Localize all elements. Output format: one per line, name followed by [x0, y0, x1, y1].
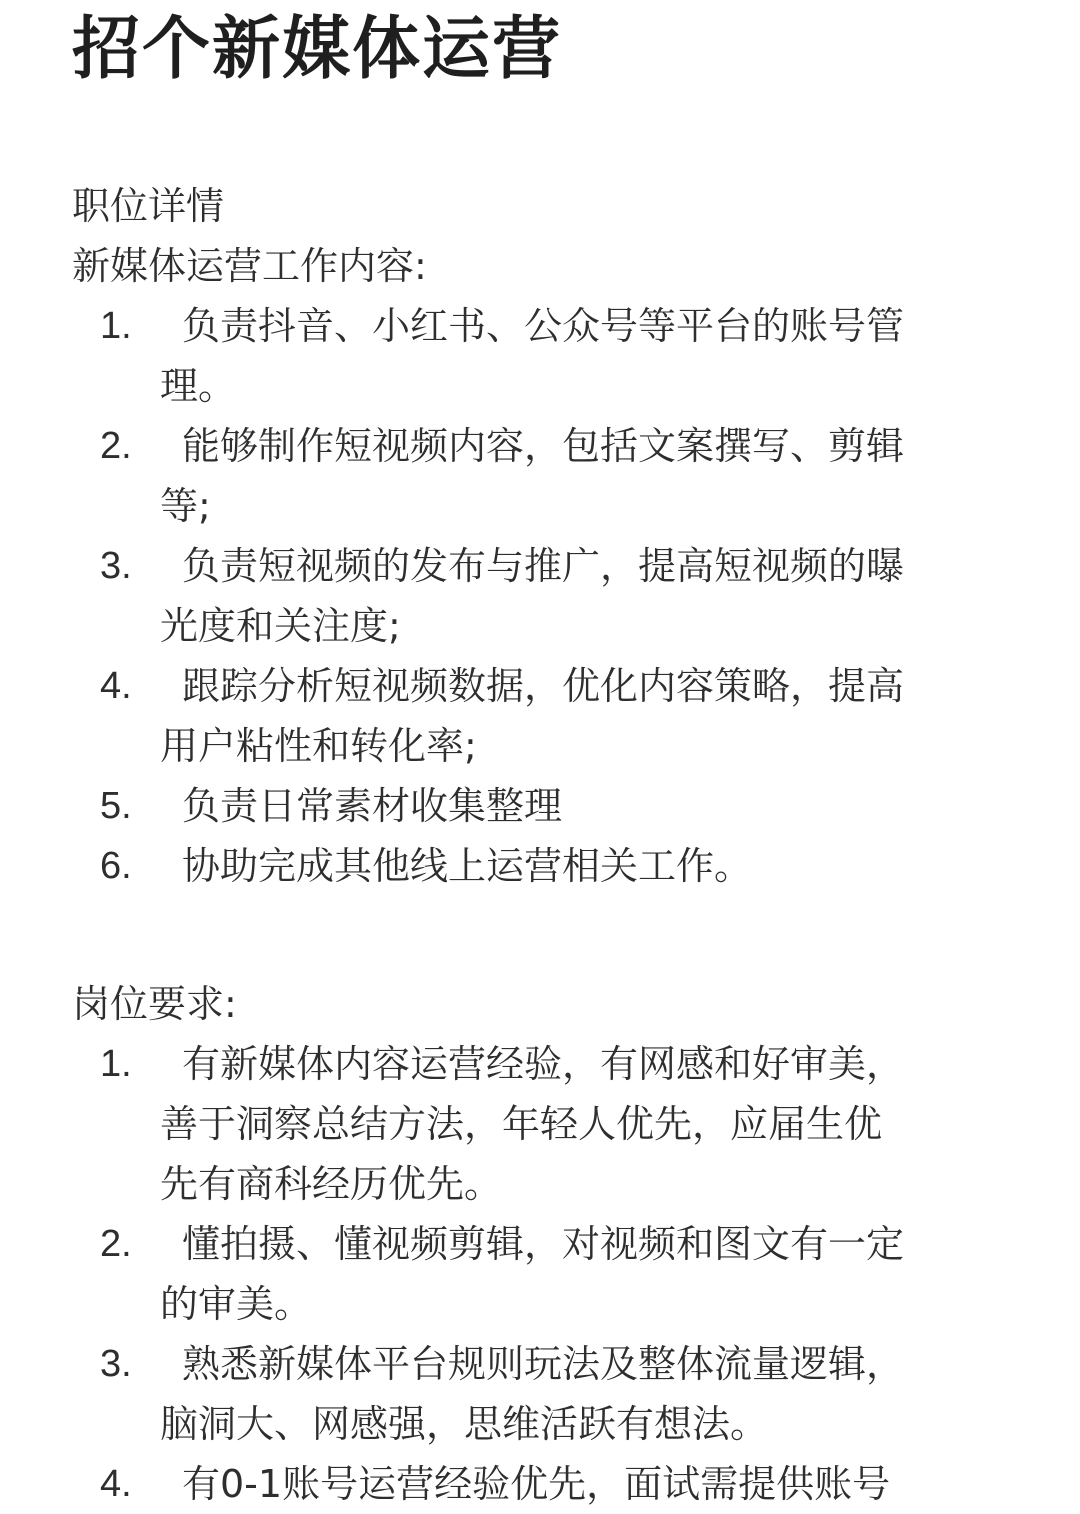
list-item — [72, 296, 1012, 416]
list-item — [72, 656, 1012, 776]
list-text-line: 等; — [160, 484, 211, 528]
list-item — [72, 1334, 1012, 1454]
list-text-line: 有新媒体内容运营经验，有网感和好审美， — [182, 1042, 905, 1086]
list-text-line: 善于洞察总结方法，年轻人优先，应届生优 — [160, 1102, 883, 1146]
list-item — [72, 416, 1012, 536]
list-text-line: 有0-1账号运营经验优先，面试需提供账号 — [182, 1462, 891, 1506]
list-text-line: 理。 — [160, 364, 237, 408]
list-text-line: 用户粘性和转化率; — [160, 724, 477, 768]
list-item — [72, 836, 1012, 896]
list-text-line: 脑洞大、网感强，思维活跃有想法。 — [160, 1402, 769, 1446]
list-item — [72, 1454, 1012, 1514]
list-number: 3. — [100, 1343, 132, 1385]
list-text-line: 负责短视频的发布与推广，提高短视频的曝 — [182, 544, 905, 588]
list-number: 1. — [100, 1043, 132, 1085]
list-number: 2. — [100, 425, 132, 467]
list-number: 4. — [100, 665, 132, 707]
requirements-heading: 岗位要求: — [72, 982, 237, 1026]
list-item — [72, 1034, 1012, 1214]
list-text-line: 先有商科经历优先。 — [160, 1162, 503, 1206]
details-list — [72, 296, 1012, 896]
list-number: 6. — [100, 845, 132, 887]
list-text-line: 的审美。 — [160, 1282, 313, 1326]
list-number: 1. — [100, 305, 132, 347]
list-number: 4. — [100, 1463, 132, 1505]
details-subheading: 新媒体运营工作内容: — [72, 244, 427, 288]
list-text-line: 协助完成其他线上运营相关工作。 — [182, 844, 753, 888]
list-text-line: 懂拍摄、懂视频剪辑，对视频和图文有一定 — [182, 1222, 905, 1266]
job-details-section — [72, 176, 1012, 896]
details-heading: 职位详情 — [72, 184, 225, 228]
list-number: 3. — [100, 545, 132, 587]
requirements-list — [72, 1034, 1012, 1514]
page-title: 招个新媒体运营 — [72, 10, 563, 89]
list-text-line: 跟踪分析短视频数据，优化内容策略，提高 — [182, 664, 905, 708]
list-number: 2. — [100, 1223, 132, 1265]
list-text-line: 光度和关注度; — [160, 604, 401, 648]
list-number: 5. — [100, 785, 132, 827]
list-item — [72, 1214, 1012, 1334]
list-text-line: 负责抖音、小红书、公众号等平台的账号管 — [182, 304, 905, 348]
list-text-line: 负责日常素材收集整理 — [182, 784, 563, 828]
list-item — [72, 776, 1012, 836]
requirements-section — [72, 974, 1012, 1514]
list-item — [72, 536, 1012, 656]
list-text-line: 熟悉新媒体平台规则玩法及整体流量逻辑， — [182, 1342, 905, 1386]
list-text-line: 能够制作短视频内容，包括文案撰写、剪辑 — [182, 424, 905, 468]
